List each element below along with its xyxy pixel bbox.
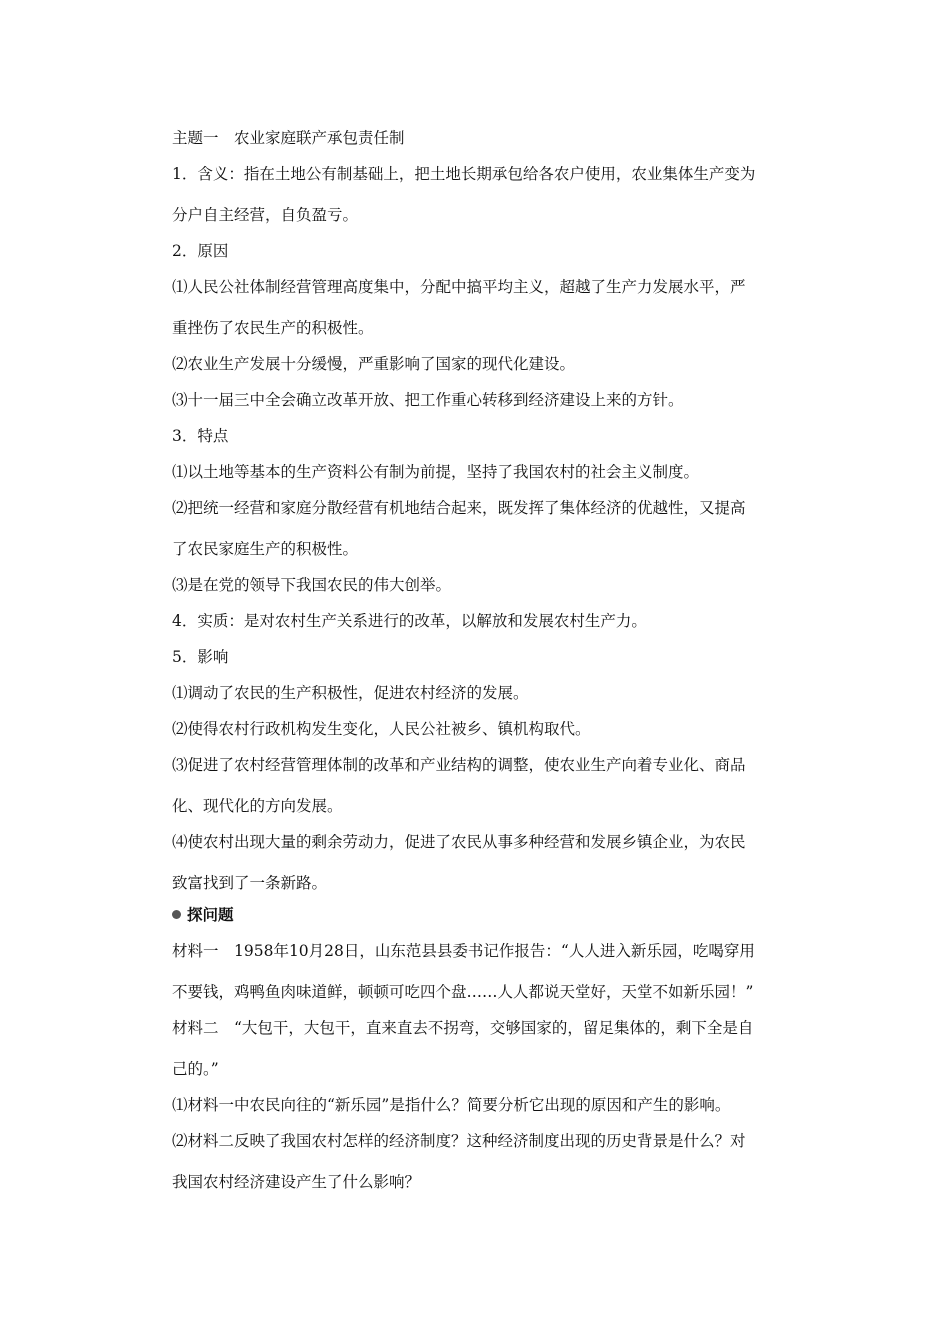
text-line: ⑵把统一经营和家庭分散经营有机地结合起来，既发挥了集体经济的优越性，又提高 xyxy=(172,499,746,517)
text-line: ⑴材料一中农民向往的“新乐园”是指什么？简要分析它出现的原因和产生的影响。 xyxy=(172,1096,731,1114)
text-line: 材料一 1958年10月28日，山东范县县委书记作报告：“人人进入新乐园，吃喝穿用 xyxy=(172,942,755,960)
text-line: 不要钱，鸡鸭鱼肉味道鲜，顿顿可吃四个盘……人人都说天堂好，天堂不如新乐园！” xyxy=(172,983,754,1001)
text-line: ⑶十一届三中全会确立改革开放、把工作重心转移到经济建设上来的方针。 xyxy=(172,391,684,409)
text-line: ⑶是在党的领导下我国农民的伟大创举。 xyxy=(172,576,452,594)
text-line: ⑶促进了农村经营管理体制的改革和产业结构的调整，使农业生产向着专业化、商品 xyxy=(172,756,746,774)
text-line: ⑵使得农村行政机构发生变化，人民公社被乡、镇机构取代。 xyxy=(172,720,591,738)
text-line: ⑷使农村出现大量的剩余劳动力，促进了农民从事多种经营和发展乡镇企业，为农民 xyxy=(172,833,746,851)
text-line: 3．特点 xyxy=(172,427,229,445)
text-line: 1．含义：指在土地公有制基础上，把土地长期承包给各农户使用，农业集体生产变为 xyxy=(172,165,756,183)
text-line: 致富找到了一条新路。 xyxy=(172,874,328,892)
text-line: 5．影响 xyxy=(172,648,229,666)
text-line: 化、现代化的方向发展。 xyxy=(172,797,343,815)
text-line: 4．实质：是对农村生产关系进行的改革，以解放和发展农村生产力。 xyxy=(172,612,647,630)
text-line: 2．原因 xyxy=(172,242,229,260)
bullet-icon xyxy=(172,910,181,919)
text-line: 材料二 “大包干，大包干，直来直去不拐弯，交够国家的，留足集体的，剩下全是自 xyxy=(172,1019,754,1037)
text-line: ⑵农业生产发展十分缓慢，严重影响了国家的现代化建设。 xyxy=(172,355,576,373)
text-line: 了农民家庭生产的积极性。 xyxy=(172,540,359,558)
text-line: ⑵材料二反映了我国农村怎样的经济制度？这种经济制度出现的历史背景是什么？对 xyxy=(172,1132,746,1150)
text-line: 己的。” xyxy=(172,1060,219,1078)
text-line: 分户自主经营，自负盈亏。 xyxy=(172,206,359,224)
text-line: 重挫伤了农民生产的积极性。 xyxy=(172,319,374,337)
text-line: 我国农村经济建设产生了什么影响？ xyxy=(172,1173,421,1191)
question-heading-label: 探问题 xyxy=(187,906,234,924)
text-line: ⑴以土地等基本的生产资料公有制为前提，坚持了我国农村的社会主义制度。 xyxy=(172,463,700,481)
text-line: ⑴人民公社体制经营管理高度集中，分配中搞平均主义，超越了生产力发展水平，严 xyxy=(172,278,746,296)
section-heading: 主题一 农业家庭联产承包责任制 xyxy=(172,129,405,147)
text-line: ⑴调动了农民的生产积极性，促进农村经济的发展。 xyxy=(172,684,529,702)
question-heading xyxy=(172,905,234,925)
